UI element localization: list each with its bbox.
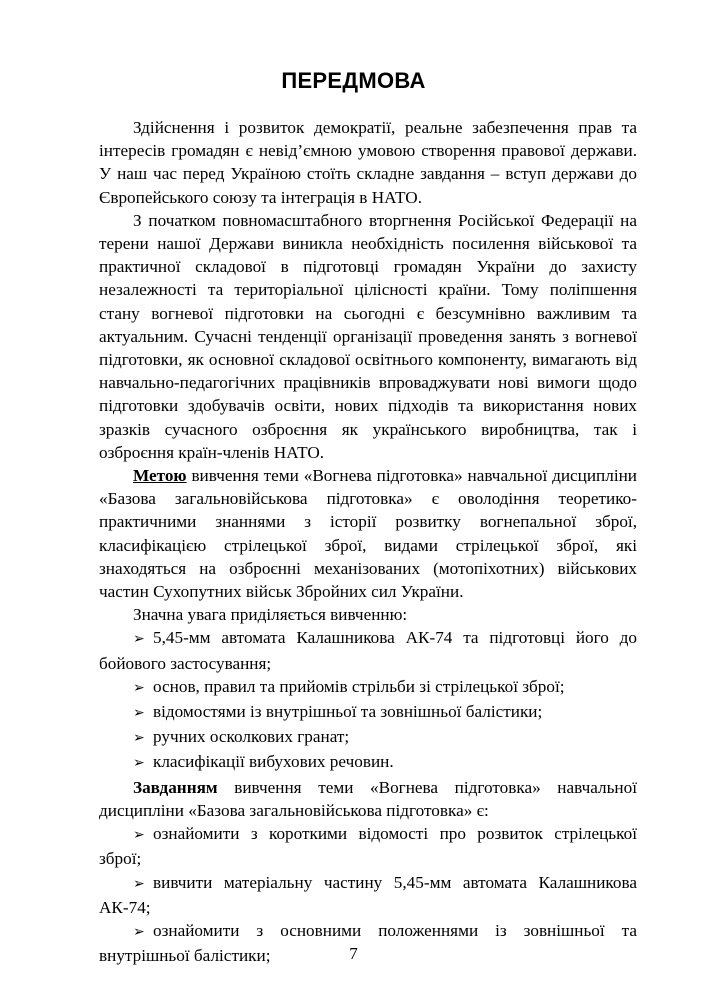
list-item-text: вивчити матеріальну частину 5,45-мм автомата Калашникова АК-74; <box>99 872 637 917</box>
arrow-bullet-icon: ➢ <box>133 679 145 696</box>
list-item-text: ознайомити з короткими відомості про розвиток стрілецької зброї; <box>99 824 637 869</box>
page-title: ПЕРЕДМОВА <box>281 68 426 93</box>
list-item <box>99 675 637 700</box>
tasks-lead-word: Завданням <box>133 777 218 797</box>
goal-lead-word: Метою <box>133 466 187 486</box>
list-item <box>99 700 637 725</box>
page-number: 7 <box>349 944 358 963</box>
arrow-bullet-icon: ➢ <box>133 827 145 844</box>
arrow-bullet-icon: ➢ <box>133 875 145 892</box>
list-item <box>99 626 637 674</box>
paragraph-context: З початком повномасштабного вторгнення Російської Федерації на терени нашої Держави виникла необхідність посилення військової та практичної складової в підготовці громадян України до захисту незалежності та територіальної цілісності країни. Тому поліпшення стану вогневої підготовки на сьогодні є безсумнівно важливим та актуальним. Сучасні тенденції організації проведення занять з вогневої підготовки, як основної складової освітнього компоненту, вимагають від навчально-педагогічних працівників впроваджувати нові вимоги щодо підготовки здобувачів освіти, нових підходів та використання нових зразків сучасного озброєння як українського виробництва, так і озброєння країн-членів НАТО. <box>99 210 637 462</box>
list-item <box>99 822 637 870</box>
arrow-bullet-icon: ➢ <box>133 631 145 648</box>
paragraph-tasks <box>99 776 637 822</box>
list-item-text: ознайомити з основними положеннями із зовнішньої та внутрішньої балістики; <box>99 920 637 966</box>
list-item-text: відомостями із внутрішньої та зовнішньої балістики; <box>153 702 543 722</box>
goal-text: вивчення теми «Вогнева підготовка» навчальної дисципліни «Базова загальновійськова підготовка» є оволодіння теоретико-практичними знаннями з історії розвитку вогнепальної зброї, класифікацією стрілецької зброї, видами стрілецької зброї, які знаходяться на озброєнні механізованих (мотопіхотних) військових частин Сухопутних військ Збройних сил України. <box>99 466 637 602</box>
paragraph-goal <box>99 464 637 603</box>
list-item <box>99 871 637 919</box>
list-item-text: основ, правил та прийомів стрільби зі стрілецької зброї; <box>153 676 565 696</box>
arrow-bullet-icon: ➢ <box>133 730 145 747</box>
paragraph-attention-intro: Значна увага приділяється вивченню: <box>133 605 408 625</box>
paragraph-introduction: Здійснення і розвиток демократії, реальне забезпечення прав та інтересів громадян є невід’ємною умовою створення правової держави. У наш час перед Україною стоїть складне завдання – вступ держави до Європейського союзу та інтеграція в НАТО. <box>99 118 637 207</box>
arrow-bullet-icon: ➢ <box>133 705 145 722</box>
arrow-bullet-icon: ➢ <box>133 923 145 940</box>
list-item <box>99 750 637 775</box>
list-item-text: 5,45-мм автомата Калашникова АК-74 та підготовці його до бойового застосування; <box>99 628 637 673</box>
list-item-text: ручних осколкових гранат; <box>153 727 350 747</box>
arrow-bullet-icon: ➢ <box>133 755 145 772</box>
list-item-text: класифікації вибухових речовин. <box>153 752 394 772</box>
list-item <box>99 725 637 750</box>
document-body <box>99 116 637 967</box>
tasks-text: вивчення теми «Вогнева підготовка» навчальної дисципліни «Базова загальновійськова підготовка» є: <box>99 777 637 820</box>
